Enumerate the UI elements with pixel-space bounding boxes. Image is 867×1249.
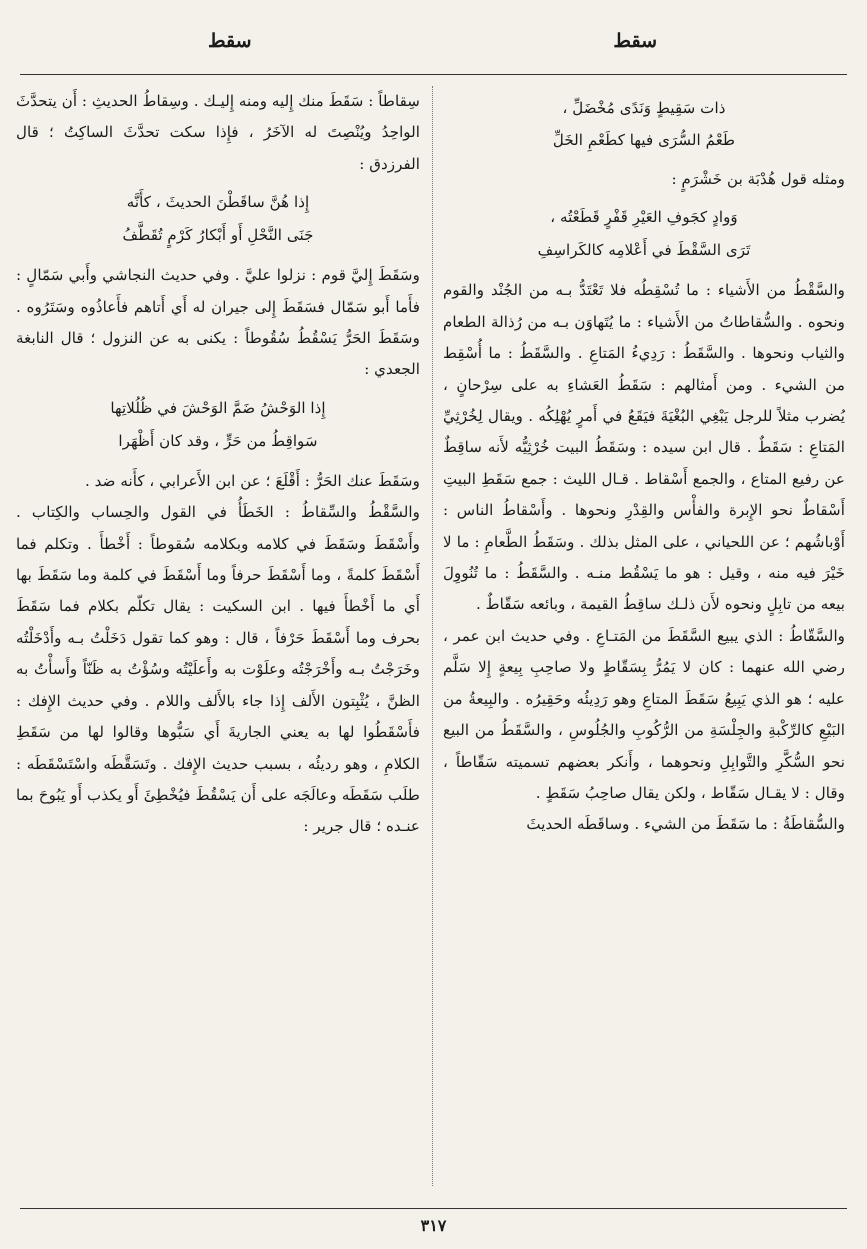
left-column bbox=[16, 86, 420, 843]
verse-line: ذات سَقِيطٍ وَنَدًى مُخْضَلِّ ، bbox=[562, 99, 726, 117]
right-paragraph-2: والسَّقْطُ من الأَشياء : ما تُسْقِطُه فلا تَعْتَدُّ بـه من الجُنْد والقوم ونحوه . والسُّقاطاتُ من الأَشياء : ما يُتَهاوَن بـه من رُذالة الطعام والثياب ونحوها . والسَّقَطُ : رَدِيءُ المَتاعِ . والسَّقَطُ : ما أُسْقِط من الشيء . ومن أَمثالهم : سَقَطُ العَشاءِ به على سِرْحانٍ ، يُضرب مثلاً للرجل يَبْغِي البُغْيَةَ فيَقَعُ في أَمرٍ يُهْلِكُه . ويقال لِخُرْثِيِّ المَتاعِ : سَقَطٌ . قال ابن سيده : وسَقَطُ البيت خُرْثِيُّه لأَنه ساقِطٌ عن رفيع المتاع ، والجمع أَسْقاط . قـال الليث : جمع سَقَطِ البيتِ أَسْقاطٌ نحو الإِبرة والفأْس والقِدْرِ ونحوها . وأَسْقاطُ الناس : أَوْباشُهم ؛ عن اللحياني ، على المثل بذلك . وسَقَطُ الطَّعامِ : ما لا خَيْرَ فيه منه ، وقيل : هو ما يَسْقُط منـه . والسَّقَطُ : ما تُنُووِلَ بيعه من تابِلٍ ونحوه لأَن ذلـك ساقِطُ القيمة ، وبائعه سَقّاطٌ . bbox=[443, 281, 845, 614]
verse-line: تَرَى السَّقْطَ في أَعْلامِه كالكَراسِفِ bbox=[537, 241, 751, 260]
right-paragraph-4: والسُّقاطَةُ : ما سَقَطَ من الشيء . وساقَطَه الحديثَ bbox=[526, 815, 845, 834]
left-paragraph-1: سِقاطاً : سَقَطَ منك إِليه ومنه إِليـك . وسِقاطُ الحديثِ : أَن يتحدَّثَ الواحِدُ ويُنْصِتَ له الآخَرُ ، فإِذا سكت تحدَّثَ الساكِتُ ؛ قال الفرزدق : bbox=[16, 92, 420, 173]
verse-line: جَنَى النَّحْلِ أَو أَبْكارُ كَرْمٍ تُقَطَّفُ bbox=[122, 226, 314, 245]
left-verse-2 bbox=[16, 392, 420, 458]
verse-line: إِذا الوَحْشُ ضَمَّ الوَحْشَ في ظُلُلاتِها bbox=[110, 398, 326, 417]
verse-line: وَوادٍ كجَوفِ العَيْرِ قَفْرٍ قَطَعْتُه ، bbox=[550, 208, 738, 227]
left-verse-1 bbox=[16, 186, 420, 252]
right-paragraph-3: والسَّقّاطُ : الذي يبيع السَّقَطَ من المَتـاعِ . وفي حديث ابن عمر ، رضي الله عنهما : كان لا يَمُرُّ بِسَقّاطٍ ولا صاحِبِ بِيعةٍ إِلا سَلَّم عليه ؛ هو الذي يَبِيعُ سَقَطَ المتاعِ وهو رَدِيئُه وحَقِيرُه . والبِيعةُ من البَيْعِ كالرِّكْبةِ والجِلْسَةِ من الرُّكُوبِ والجُلُوسِ ، والسَّقَطُ من البيع نحو السُّكَّرِ والتَّوابِلِ ونحوهما ، وأَنكر بعضهم تسميته سَقّاطاً ، وقال : لا يقـال سَقّاط ، ولكن يقال صاحِبُ سَقَطٍ . bbox=[443, 626, 845, 802]
column-divider bbox=[432, 86, 433, 1186]
footer-rule bbox=[20, 1208, 847, 1209]
right-verse-1 bbox=[443, 92, 845, 156]
header-rule bbox=[20, 74, 847, 75]
verse-line: إِذا هُنَّ ساقَطْنَ الحديثَ ، كأَنَّه bbox=[126, 193, 310, 212]
right-verse-2 bbox=[443, 201, 845, 267]
verse-line: طَعْمُ السُّرَى فيها كطَعْمِ الخَلِّ bbox=[552, 131, 736, 149]
page-number: ٣١٧ bbox=[420, 1216, 447, 1235]
verse-line: سَواقِطُ من حَرٍّ ، وقد كان أَظْهَرا bbox=[118, 431, 318, 450]
left-headword: سقط bbox=[208, 30, 252, 52]
right-headword: سقط bbox=[613, 30, 657, 52]
right-paragraph-1: ومثله قول هُدْبَة بن خَشْرَمٍ : bbox=[671, 170, 845, 188]
left-paragraph-3: وسَقَطَ عنك الحَرُّ : أَقْلَعَ ؛ عن ابن الأَعرابي ، كأَنه ضد . bbox=[85, 471, 420, 490]
left-paragraph-4: والسَّقْطُ والسِّقاطُ : الخَطَأُ في القول والحِساب والكِتاب . وأَسْقَطَ وسَقَطَ في كلامه وبكلامه سُقوطاً : أَخْطأَ . وتكلم فما أَسْقَطَ كلمةً ، وما أَسْقَطَ حرفاً وما أَسْقَطَ في كلمة وما سَقَطَ بها أَي ما أَخْطأَ فيها . ابن السكيت : يقال تكلّم بكلام فما سَقَطَ بحرف وما أَسْقَطَ حَرْفاً ، قال : وهو كما تقول دَخَلْتُ بـه وأَدْخَلْتُه وخَرَجْتُ بـه وأَخْرَجْتُه وعلَوْت به وأَعلَيْتُه وسُؤْتُ به ظَنّاً وأَسأْتُ به الظنَّ ، يُثْبِتون الأَلف إِذا جاء بالأَلف واللام . وفي حديث الإِفك : فأَسْقَطُوا لها به يعني الجاريةَ أَي سَبُّوها وقالوا لها من سَقَطِ الكلامِ ، وهو رديئُه ، بسبب حديث الإِفك . وتَسَقَّطَه واسْتَسْقَطَه : طلَب سَقَطَه وعالَجَه على أَن يَسْقُطَ فيُخْطِئَ أَو يكذب أَو يَبُوحَ بما عنـده ؛ قال جرير : bbox=[16, 503, 420, 836]
right-column bbox=[443, 86, 845, 841]
left-paragraph-2: وسَقَطَ إِليَّ قوم : نزلوا عليَّ . وفي حديث النجاشي وأَبي سَمّالٍ : فأَما أَبو سَمّال فسَقَطَ إِلى جيران له أَي أَتاهم فأَعاذُوه وسَتَرُوه . وسَقَطَ الحَرُّ يَسْقُطُ سُقُوطاً : يكنى به عن النزول ؛ قال النابغة الجعدي : bbox=[16, 266, 420, 379]
